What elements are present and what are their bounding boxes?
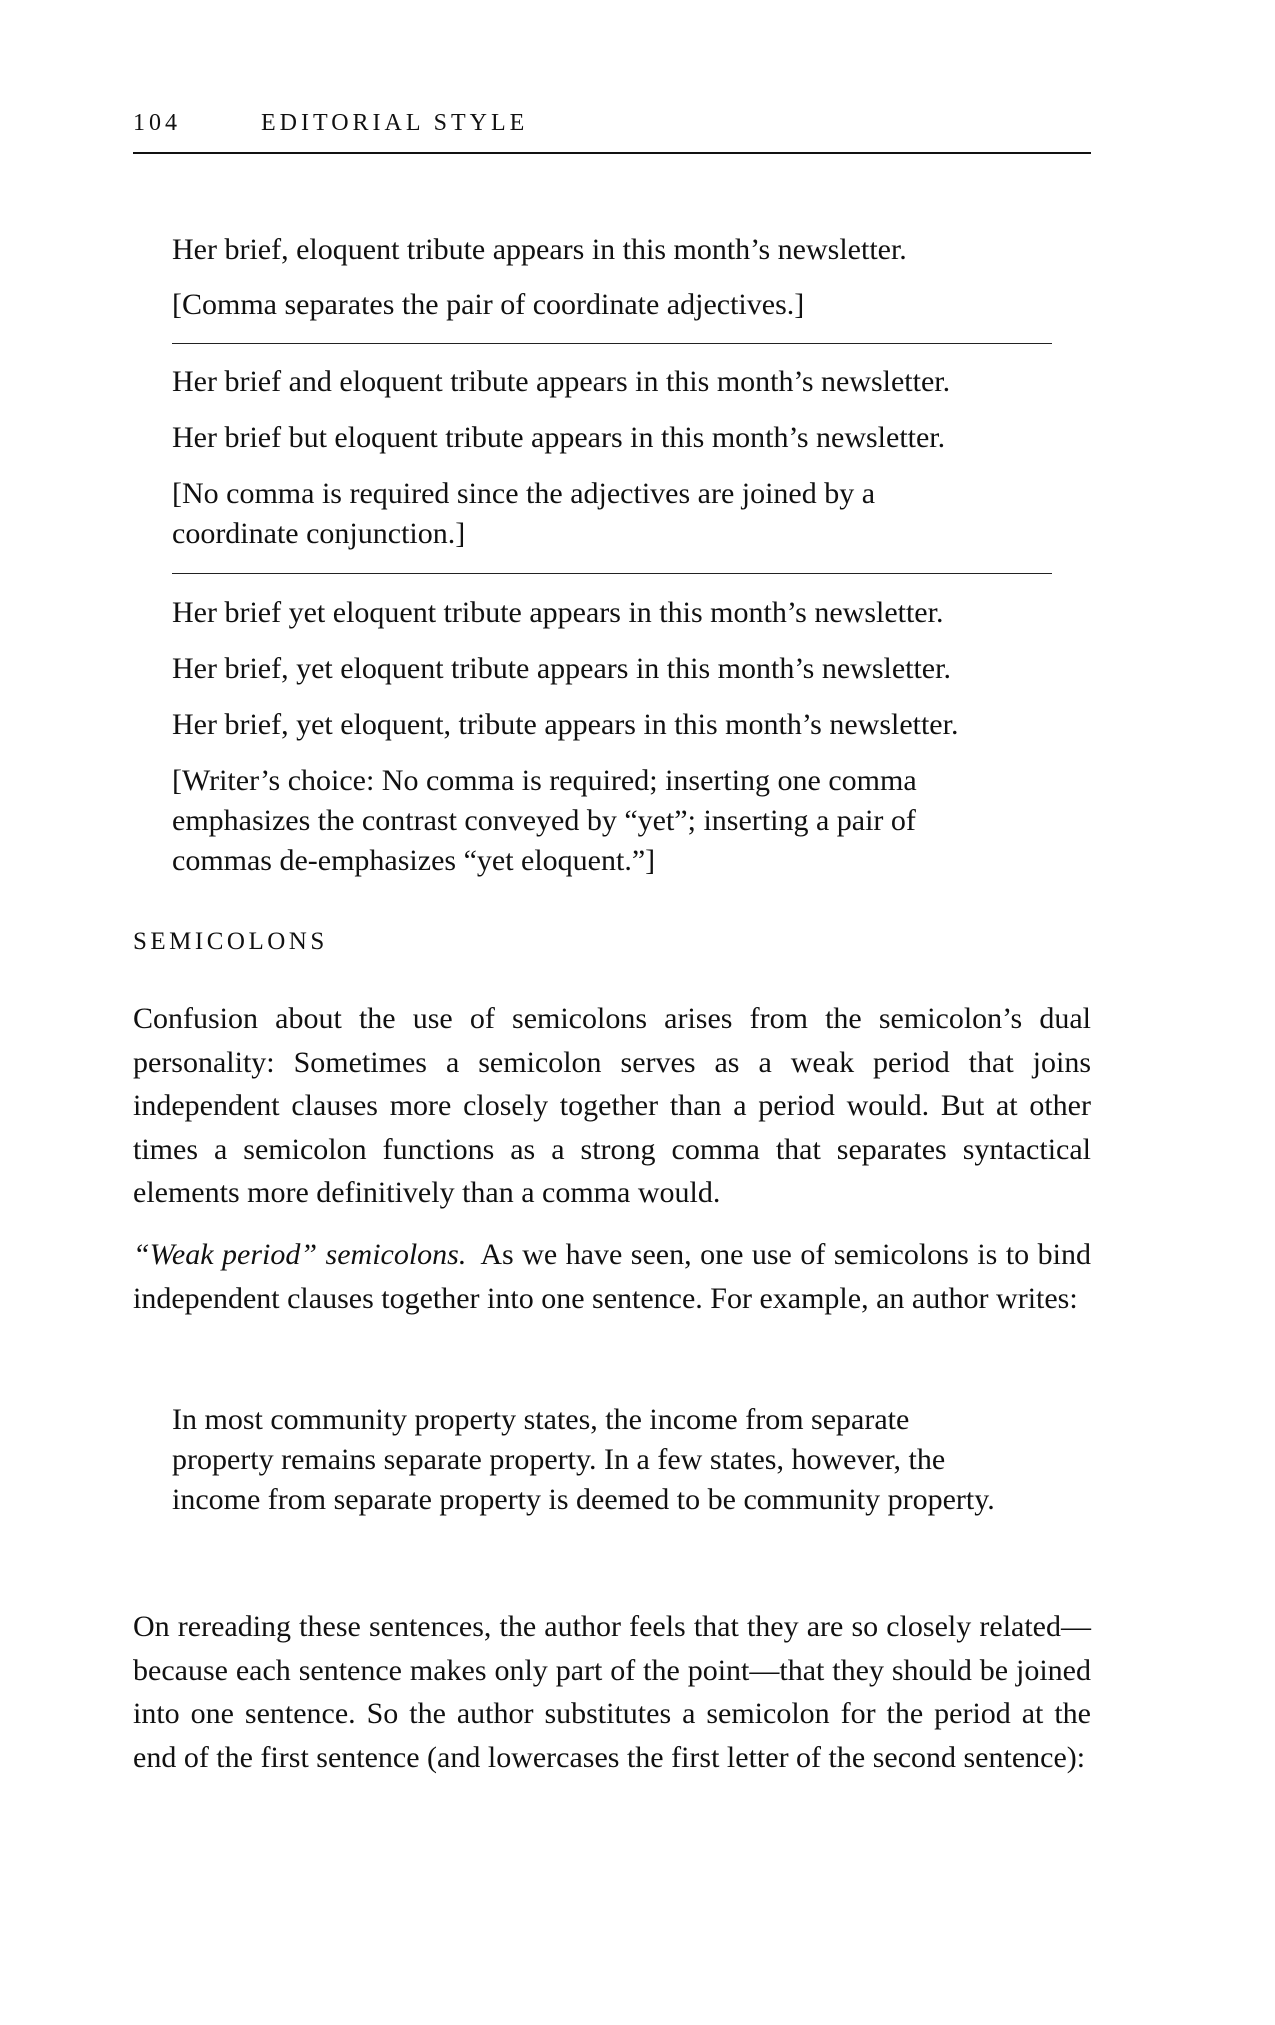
run-in-head: “Weak period” semicolons.	[133, 1238, 467, 1271]
section-heading: SEMICOLONS	[133, 928, 328, 955]
divider-rule	[172, 343, 1052, 344]
block-quote: In most community property states, the income from separate property remains separate property. In a few states, however, the income from separate property is deemed to be community property.	[172, 1403, 995, 1516]
running-head-title: EDITORIAL STYLE	[261, 110, 529, 136]
example-sentence: Her brief, yet eloquent, tribute appears in this month’s newsletter.	[172, 708, 959, 741]
example-note: [Comma separates the pair of coordinate adjectives.]	[172, 288, 805, 321]
running-head	[133, 110, 1091, 154]
example-sentence: Her brief, yet eloquent tribute appears in this month’s newsletter.	[172, 652, 951, 685]
page-number: 104	[133, 110, 181, 136]
paragraph-text: As we have seen, one use of semicolons is to bind independent clauses together into one sentence. For example, an author writes:	[133, 1238, 1091, 1315]
example-note: [Writer’s choice: No comma is required; inserting one comma emphasizes the contrast conveyed by “yet”; inserting a pair of commas de-emphasizes “yet eloquent.”]	[172, 764, 917, 877]
example-sentence: Her brief and eloquent tribute appears in this month’s newsletter.	[172, 365, 951, 398]
example-note: [No comma is required since the adjectives are joined by a coordinate conjunction.]	[172, 477, 876, 550]
divider-rule	[172, 573, 1052, 574]
body-paragraph: On rereading these sentences, the author feels that they are so closely related—because each sentence makes only part of the point—that they should be joined into one sentence. So the author substitutes a semicolon for the period at the end of the first sentence (and lowercases the first letter of the second sentence):	[133, 1610, 1091, 1774]
body-paragraph	[133, 1233, 1091, 1320]
example-sentence: Her brief but eloquent tribute appears in this month’s newsletter.	[172, 421, 946, 454]
body-paragraph: Confusion about the use of semicolons arises from the semicolon’s dual personality: Sometimes a semicolon serves as a weak period that joins independent clauses more closely together than a period would. But at other times a semicolon functions as a strong comma that separates syntactical elements more definitively than a comma would.	[133, 1002, 1091, 1209]
example-sentence: Her brief, eloquent tribute appears in this month’s newsletter.	[172, 233, 907, 266]
example-sentence: Her brief yet eloquent tribute appears in this month’s newsletter.	[172, 596, 944, 629]
